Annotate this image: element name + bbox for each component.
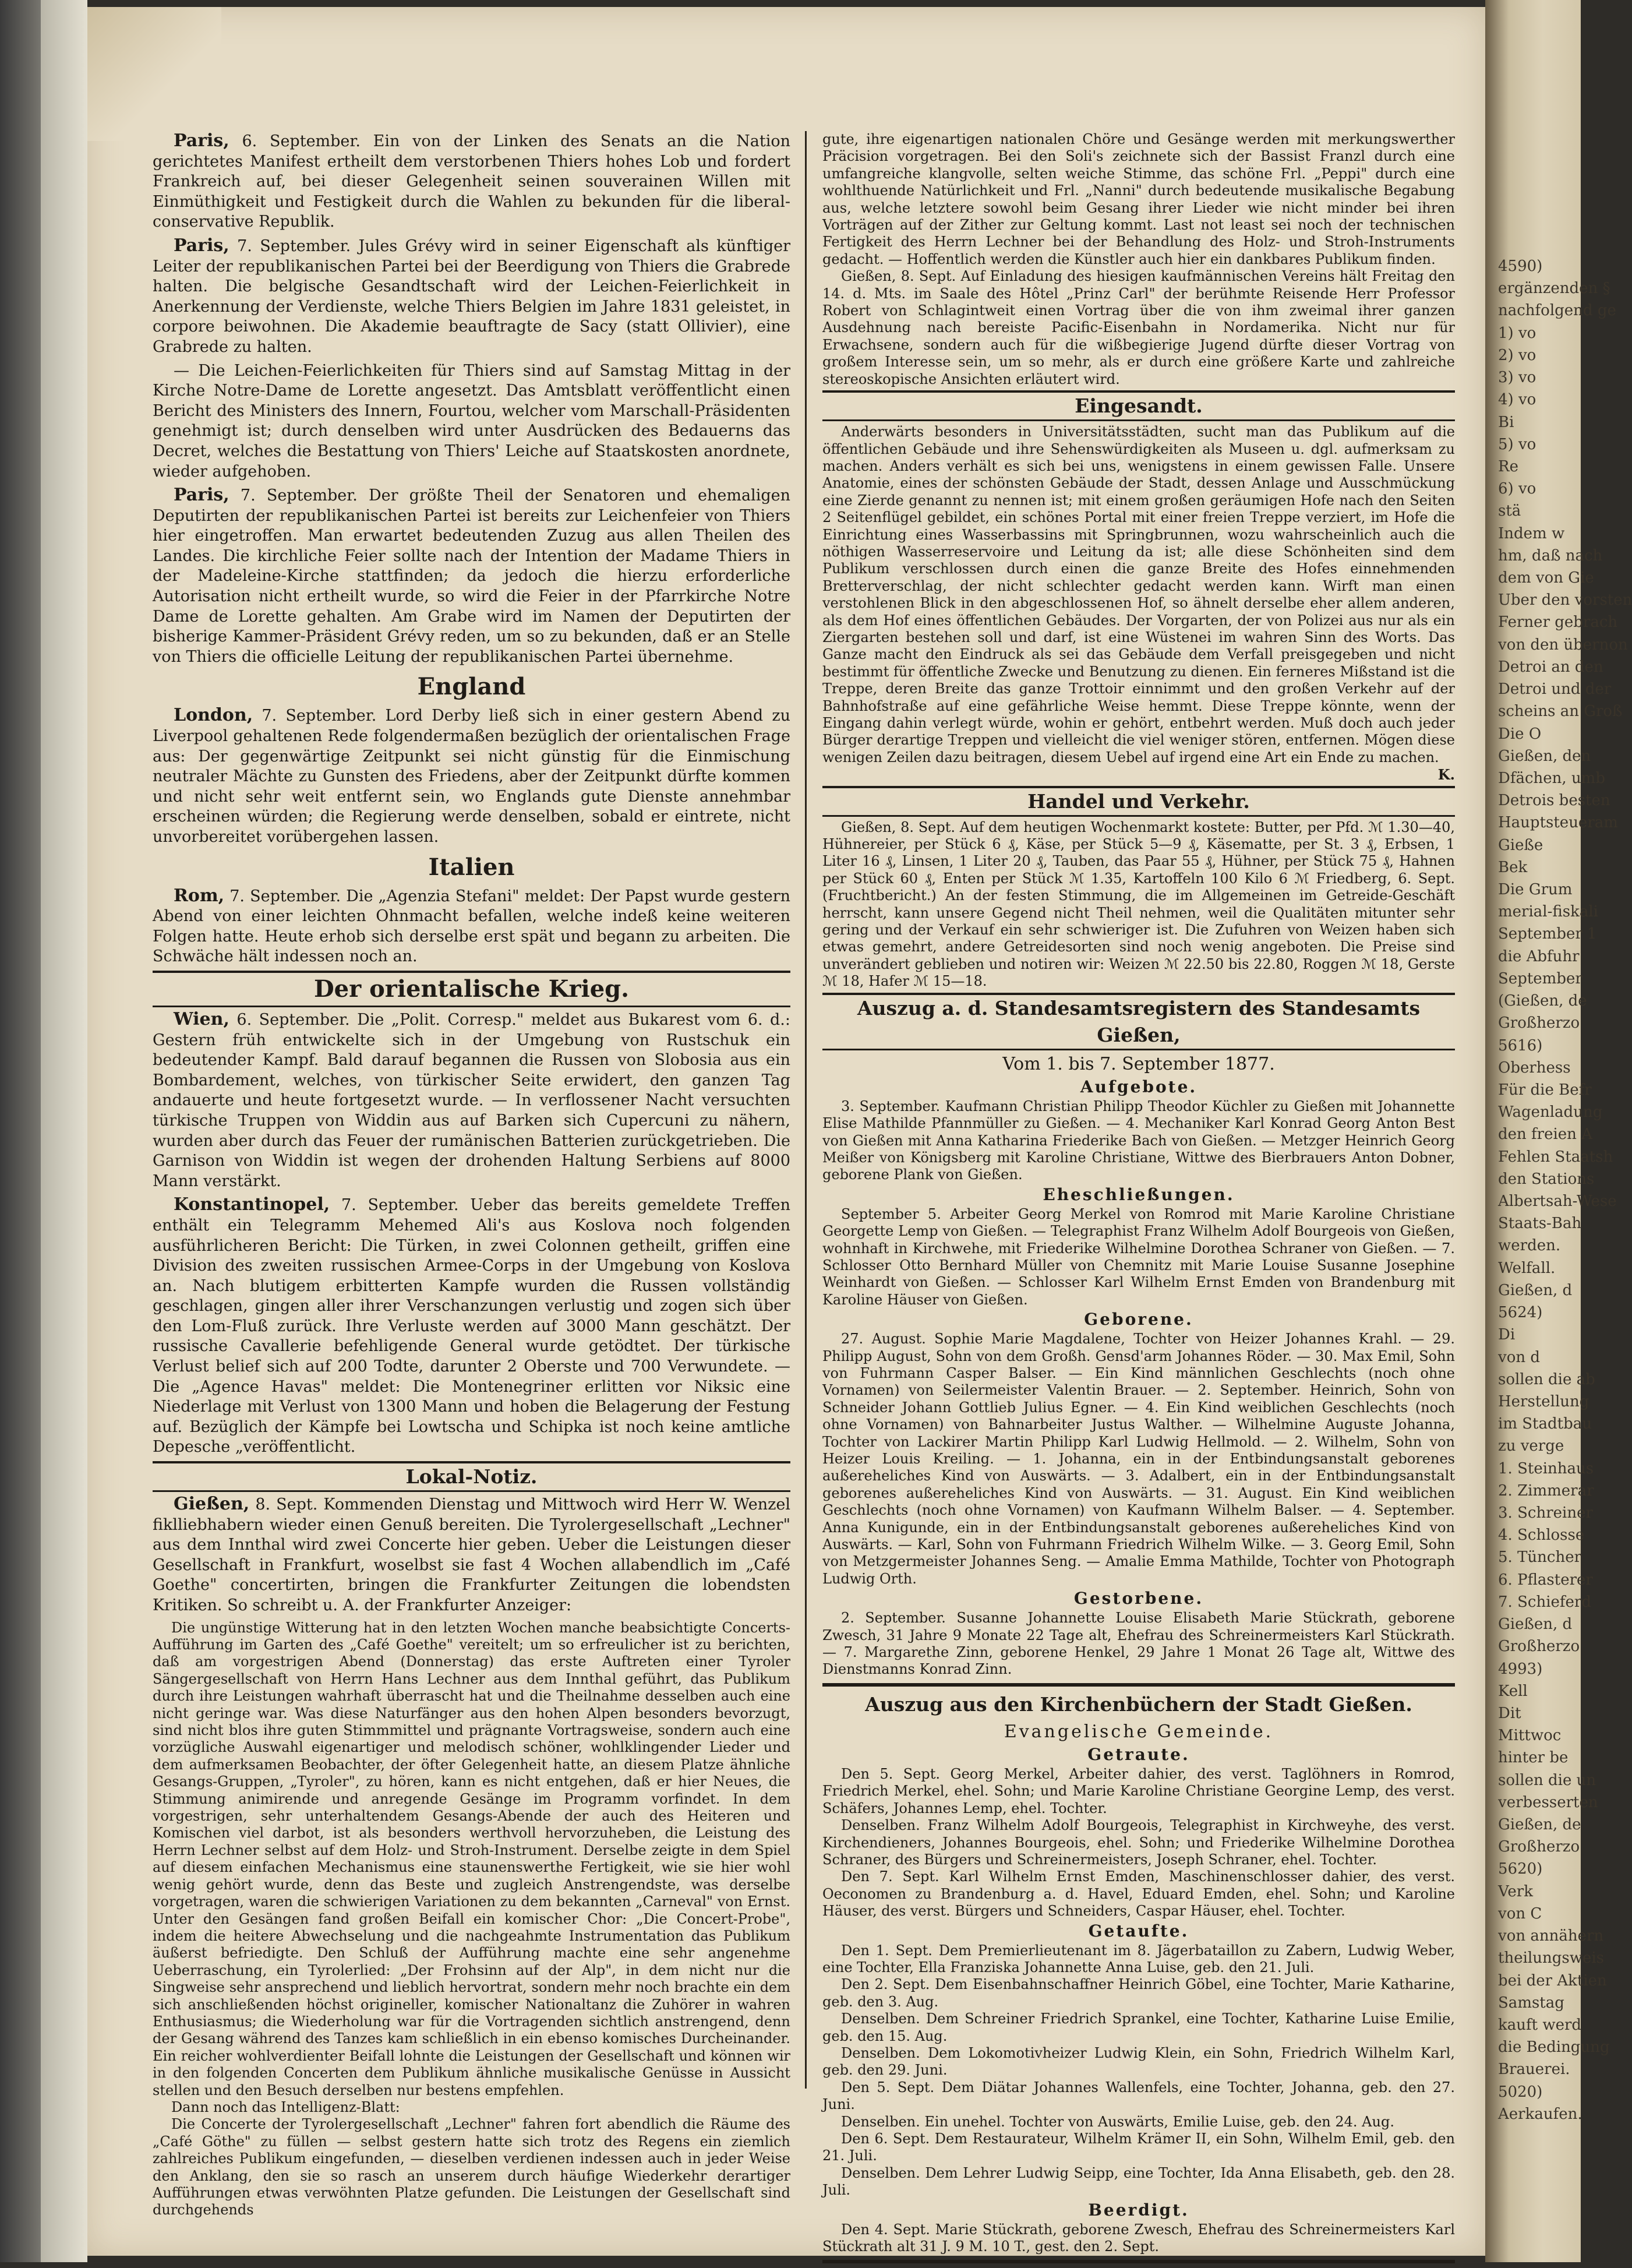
dateline: Gießen, (174, 1494, 250, 1515)
adjacent-page-text: Gießen, den (1498, 747, 1591, 765)
right-column (822, 131, 1455, 2268)
adjacent-page-text: hm, daß nach (1498, 546, 1603, 565)
adjacent-page-text: Die Grum (1498, 881, 1573, 898)
adjacent-page-text: theilungsweis (1498, 1949, 1604, 1967)
church-entry: Denselben. Ein unehel. Tochter von Auswärts, Emilie Luise, geb. den 24. Aug. (841, 2113, 1394, 2130)
adjacent-page-text: Gießen, de (1498, 1816, 1581, 1833)
adjacent-page-text: im Stadtbau (1498, 1415, 1592, 1433)
adjacent-page-text: Di (1498, 1326, 1516, 1344)
article-paris-3 (153, 361, 790, 482)
adjacent-page-text: Wagenladung (1498, 1103, 1603, 1121)
adjacent-page-text: Albertsah-Wese (1498, 1193, 1617, 1210)
paragraph: gute, ihre eigenartigen nationalen Chöre und Gesänge werden mit merkungswerther Präcision vorgetragen. Bei den Soli's zeichnete sich der Bassist Franzl durch eine umfangreiche klangvolle, selten weiche Stimme, das schöne Frl. „Peppi" durch eine wohlthuende Natürlichkeit und Frl. „Nanni" durch bedeutende musikalische Begabung aus, welche letztere sowohl beim Gesang ihrer Lieder wie nicht minder bei ihren Vorträgen auf der Zither zur Geltung kommt. Last not least sei noch der technischen Fertigkeit des Herrn Lechner bei der Behandlung des Holz- und Stroh-Instruments gedacht. — Hoffentlich werden die Künstler auch hier ein dankbares Publikum finden. (822, 131, 1455, 267)
adjacent-page-text: merial-fiskali (1498, 903, 1598, 921)
subsection-title: Gestorbene. (1073, 1589, 1204, 1609)
dateline: Konstantinopel, (174, 1194, 330, 1215)
adjacent-page-text: Kell (1498, 1682, 1528, 1700)
paragraph: Gießen, 8. Sept. Auf dem heutigen Wochenmarkt kostete: Butter, per Pfd. ℳ 1.30—40, Hühnereier, per Stück 6 ₰, Käse, per Stück 5—9 ₰, Käsematte, per St. 3 ₰, Erbsen, 1 Liter 16 ₰, Linsen, 1 Liter 20 ₰, Tauben, das Paar 55 ₰, Hühner, per Stück 75 ₰, Hahnen per Stück 60 ₰, Enten per Stück ℳ 1.35, Kartoffeln 100 Kilo 6 ℳ Friedberg, 6. Sept. (Fruchtbericht.) An der festen Stimmung, die im Allgemeinen im Getreide-Geschäft herrscht, kann unsere Gegend nicht Theil nehmen, weil die Qualitäten mitunter sehr gering und der Verkauf ein sehr schwieriger ist. Die Zufuhren von Weizen haben sich etwas gemehrt, andere Getreidesorten sind noch wenig angeboten. Die Preise sind unverändert geblieben und notiren wir: Weizen ℳ 22.50 bis 22.80, Roggen ℳ 18, Gerste ℳ 18, Hafer ℳ 15—18. (822, 819, 1455, 990)
article-paris-2 (153, 236, 790, 358)
dateline: Rom, (174, 885, 225, 906)
adjacent-page-text: dem von Gie (1498, 569, 1594, 587)
adjacent-page-fragment (1485, 0, 1632, 2262)
adjacent-page-text: Ferner gebrach (1498, 613, 1618, 632)
section-heading-england: England (417, 673, 526, 701)
church-entry: Denselben. Dem Lehrer Ludwig Seipp, eine Tochter, Ida Anna Elisabeth, geb. den 28. Juli. (822, 2164, 1455, 2199)
church-entry: Den 2. Sept. Dem Eisenbahnschaffner Heinrich Göbel, eine Tochter, Marie Katharine, geb. den 3. Aug. (822, 1976, 1455, 2010)
adjacent-page-text: den freien A (1498, 1126, 1592, 1144)
adjacent-page-text: 5020) (1498, 2083, 1543, 2101)
article-text: 7. September. Jules Grévy wird in seiner Eigenschaft als künftiger Leiter der republikanischen Partei bei der Beerdigung von Thiers die Grabrede halten. Die belgische Gesandtschaft wird der Leichen-Feierlichkeit in Anerkennung der Verdienste, welche Thiers Belgien im Jahre 1831 geleistet, in corpore beiwohnen. Die Akademie beauftragte de Sacy (statt Ollivier), eine Grabrede zu halten. (153, 237, 790, 356)
adjacent-page-text: 3) vo (1498, 369, 1536, 387)
adjacent-page-text: Großherzo (1498, 1838, 1580, 1856)
adjacent-page-text: Samstag (1498, 1994, 1564, 2012)
adjacent-page-text: zu verge (1498, 1437, 1564, 1455)
adjacent-page-text: Die O (1498, 725, 1542, 743)
adjacent-page-text: Gießen, d (1498, 1616, 1573, 1634)
adjacent-page-text: sollen die ab (1498, 1370, 1595, 1388)
church-entry: Den 6. Sept. Dem Restaurateur, Wilhelm Krämer II, ein Sohn, Wilhelm Emil, geb. den 21. Juli. (822, 2131, 1455, 2164)
adjacent-page-text: Detrois besten (1498, 792, 1610, 810)
adjacent-page-text: von den übernon (1498, 636, 1628, 654)
subsection-title: Getraute. (1087, 1744, 1190, 1764)
adjacent-page-text: werden. (1498, 1237, 1561, 1255)
adjacent-page-text: September 1 (1498, 925, 1597, 943)
subsection-title: Eheschließungen. (1043, 1184, 1235, 1204)
adjacent-page-text: Herstellung (1498, 1392, 1589, 1410)
adjacent-page-text: scheins an Groß (1498, 703, 1623, 721)
adjacent-page-text: 5624) (1498, 1304, 1543, 1322)
article-rom (153, 886, 790, 967)
adjacent-page-text: die Abfuhr (1498, 947, 1580, 965)
dateline: Paris, (174, 130, 229, 151)
adjacent-page-text: 4) vo (1498, 391, 1536, 409)
section-divider (822, 2260, 1455, 2263)
dateline: Paris, (174, 485, 229, 506)
adjacent-page-text: Uber den vorsten (1498, 591, 1632, 609)
register-entry: 3. September. Kaufmann Christian Philipp Theodor Küchler zu Gießen mit Johannette Elise Mathilde Pfannmüller zu Gießen. — 4. Mechaniker Karl Konrad Georg Anton Best von Gießen mit Anna Katharina Friederike Bach von Gießen. — Metzger Heinrich Georg Meißer von Königsberg mit Karoline Christiane, Wittwe des Bierbrauers Anton Dobner, geborene Plank von Gießen. (822, 1098, 1455, 1183)
adjacent-page-text: bei der Aktien (1498, 1971, 1607, 1990)
subsection-title: Getaufte. (1088, 1921, 1189, 1941)
register-entry: September 5. Arbeiter Georg Merkel von Romrod mit Marie Karoline Christiane Georgette Lemp von Gießen. — Telegraphist Franz Wilhelm Adolf Bourgeois von Gießen, wohnhaft in Kirchwehe, mit Friederike Wilhelmine Dorothea Schraner von Gießen. — 7. Schlosser Otto Bernhard Müller von Chemnitz mit Marie Louise Susanne Josephine Weinhardt von Gießen. — Schlosser Karl Wilhelm Ernst Emden von Brandenburg mit Karoline Häuser von Gießen. (822, 1205, 1455, 1308)
section-heading-kirchenbuecher: Auszug aus den Kirchenbüchern der Stadt Gießen. (865, 1692, 1412, 1716)
adjacent-page-text: Dit (1498, 1704, 1521, 1722)
page-fold-corner (87, 7, 221, 141)
church-entry: Den 5. Sept. Georg Merkel, Arbeiter dahier, des verst. Taglöhners in Romrod, Friedrich Merkel, ehel. Sohn; und Marie Karoline Christiane Georgine Lemp, des verst. Schäfers, Johannes Lemp, ehel. Tochter. (822, 1765, 1455, 1816)
dateline: Wien, (174, 1008, 229, 1029)
adjacent-page-text: Für die Befr (1498, 1081, 1592, 1099)
section-heading-handel: Handel und Verkehr. (822, 786, 1455, 817)
adjacent-page-text: Verk (1498, 1882, 1533, 1900)
kirchenbuecher-subheading: Evangelische Gemeinde. (1004, 1721, 1274, 1742)
church-entry: Den 5. Sept. Dem Diätar Johannes Wallenfels, eine Tochter, Johanna, geb. den 27. Juni. (822, 2079, 1455, 2113)
binding-left (0, 0, 87, 2262)
adjacent-page-text: Welfall. (1498, 1259, 1556, 1277)
adjacent-page-text: 5616) (1498, 1036, 1543, 1054)
adjacent-page-text: Gießen, d (1498, 1281, 1573, 1299)
church-entry: Den 4. Sept. Marie Stückrath, geborene Zwesch, Ehefrau des Schreinermeisters Karl Stückrath alt 31 J. 9 M. 10 T., gest. den 2. Sept. (822, 2221, 1455, 2255)
dateline: Paris, (174, 235, 229, 256)
adjacent-page-text: 3. Schreiner (1498, 1504, 1593, 1522)
left-column (153, 131, 790, 2219)
article-konstantinopel (153, 1195, 790, 1458)
section-heading-standesamt: Auszug a. d. Standesamtsregistern des Standesamts Gießen, (822, 993, 1455, 1050)
lokal-quoted-review (153, 1620, 790, 2219)
article-text: 6. September. Ein von der Linken des Senats an die Nation gerichtetes Manifest ertheilt dem verstorbenen Thiers hohes Lob und fordert Frankreich auf, bei dieser Gelegenheit seinen souverainen Willen mit Einmüthigkeit und Festigkeit durch die Wahlen zu bekunden für die liberal-conservative Republik. (153, 132, 790, 231)
adjacent-page-text: sollen die un (1498, 1771, 1596, 1789)
adjacent-page-text: 5. Tüncher (1498, 1549, 1582, 1567)
adjacent-page-text: Bek (1498, 858, 1528, 876)
binding-tape (41, 0, 87, 2262)
adjacent-page-text: Fehlen Staatsh (1498, 1148, 1613, 1166)
section-divider (822, 1683, 1455, 1687)
adjacent-page-text: Indem w (1498, 524, 1565, 542)
adjacent-page-text: Großherzo (1498, 1014, 1580, 1032)
church-entry: Denselben. Franz Wilhelm Adolf Bourgeois, Telegraphist in Kirchweyhe, des verst. Kirchendieners, Johannes Bourgeois, ehel. Sohn; und Friederike Wilhelmine Dorothea Schraner, des Bürgers und Schreinermeisters, Joseph Schraner, ehel. Tochter. (822, 1817, 1455, 1868)
article-text: 6. September. Die „Polit. Corresp." meldet aus Bukarest vom 6. d.: Gestern früh entwickelte sich in der Umgebung von Rustschuk ein bedeutender Kampf. Bald darauf begannen die Russen von Slobosia aus ein Bombardement, welches, von türkischer Seite erwidert, den ganzen Tag andauerte und heute fortgesetzt wurde. — In verflossener Nacht versuchten türkische Truppen von Widdin aus auf Barken sich Cupercuni zu nähern, wurden aber durch das Feuer der rumänischen Batterien zurückgetrieben. Die Garnison von Widdin ist wegen der drohenden Haltung Serbiens auf 8000 Mann verstärkt. (153, 1010, 790, 1190)
lokal-continued (822, 131, 1455, 388)
kirchenbuecher-sections (822, 1744, 1455, 2256)
subsection-title: Geborene. (1084, 1310, 1193, 1329)
adjacent-page-text: 4993) (1498, 1660, 1543, 1678)
paragraph: Dann noch das Intelligenz-Blatt: (171, 2098, 400, 2115)
section-heading-krieg: Der orientalische Krieg. (153, 971, 790, 1007)
adjacent-page-text: von d (1498, 1348, 1540, 1366)
article-paris-1 (153, 131, 790, 232)
standesamt-sections (822, 1076, 1455, 1678)
adjacent-page-text: Hauptsteueram (1498, 814, 1618, 832)
adjacent-page-text: stä (1498, 502, 1521, 520)
church-entry: Den 1. Sept. Dem Premierlieutenant im 8. Jägerbataillon zu Zabern, Ludwig Weber, eine Tochter, Ella Franziska Johannette Anna Luise, geb. den 21. Juli. (822, 1942, 1455, 1976)
handel-text (822, 819, 1455, 990)
adjacent-page-text: ergänzenden § (1498, 280, 1610, 298)
adjacent-page-text: 5) vo (1498, 435, 1536, 453)
adjacent-page-text: Aerkaufen. (1498, 2105, 1582, 2123)
section-heading-italien: Italien (428, 853, 515, 881)
adjacent-page-text: Detroi an den (1498, 658, 1603, 676)
adjacent-page-text: Dfächen, umb (1498, 769, 1605, 787)
article-wien (153, 1010, 790, 1191)
adjacent-page-text: 6) vo (1498, 480, 1536, 498)
subsection-title: Aufgebote. (1080, 1077, 1197, 1096)
church-entry: Den 7. Sept. Karl Wilhelm Ernst Emden, Maschinenschlosser dahier, des verst. Oeconomen zu Brandenburg a. d. Havel, Eduard Emden, ehel. Sohn; und Karoline Häuser, des verst. Bürgers und Schneiders, Caspar Häuser, ehel. Tochter. (822, 1868, 1455, 1920)
adjacent-page-text: 2. Zimmerar (1498, 1482, 1594, 1500)
adjacent-page-text: 4590) (1498, 258, 1543, 275)
subsection-title: Beerdigt. (1088, 2200, 1189, 2220)
register-entry: 27. August. Sophie Marie Magdalene, Tochter von Heizer Johannes Krahl. — 29. Philipp August, Sohn von dem Großh. Gensd'arm Johannes Röder. — 30. Max Emil, Sohn von Fuhrmann Casper Balser. — Ein Kind männlichen Geschlechts (noch ohne Vornamen) von Seilermeister Valentin Brauer. — 2. September. Heinrich, Sohn von Schneider Johann Gottlieb Julius Egner. — 4. Ein Kind weiblichen Geschlechts (noch ohne Vornamen) von Bahnarbeiter Justus Walther. — Wilhelmine Auguste Johanna, Tochter von Lackirer Martin Philipp Karl Ludwig Hellmold. — 2. Wilhelm, Sohn von Heizer Louis Kreiling. — 1. Johanna, ein in der Entbindungsanstalt geborenes außereheliches Kind von Auswärts. — 3. Adalbert, ein in der Entbindungsanstalt geborenes außereheliches Kind von Auswärts. — 31. August. Ein Kind weiblichen Geschlechts (noch ohne Vornamen) von Kaufmann Wilhelm Balser. — 4. September. Anna Kunigunde, ein in der Entbindungsanstalt geborenes außereheliches Kind von Auswärts. — Karl, Sohn von Fuhrmann Friedrich Wilhelm Wilke. — 3. Georg Emil, Sohn von Metzgermeister Johannes Seng. — Amalie Emma Mathilde, Tochter von Photograph Ludwig Orth. (822, 1331, 1455, 1587)
article-text: 7. September. Lord Derby ließ sich in einer gestern Abend zu Liverpool gehaltenen Rede folgendermaßen bezüglich der orientalischen Frage aus: Der gegenwärtige Zeitpunkt sei nicht günstig für die Einmischung neutraler Mächte zu Gunsten des Friedens, aber der Zeitpunkt dürfte kommen und nicht sehr weit entfernt sein, wo Englands gute Dienste annehmbar erscheinen würden; die Regierung werde denselben, sobald er eintrete, nicht unvorbereitet vorübergehen lassen. (153, 707, 790, 846)
dateline: London, (174, 705, 253, 726)
adjacent-page-text: hinter be (1498, 1749, 1569, 1767)
paragraph: Die Concerte der Tyrolergesellschaft „Lechner" fahren fort abendlich die Räume des „Café Göthe" zu füllen — selbst gestern hatte sich trotz des Regens ein ziemlich zahlreiches Publikum eingefunden, — dieselben verdienen indessen auch in jeder Weise den Anklang, den sie so rasch an unserem durch häufige Wiederkehr derartiger Aufführungen etwas verwöhnten Platze gefunden. Die Leistungen der Gesellschaft sind durchgehends (153, 2116, 790, 2218)
adjacent-page-text: Staats-Bah (1498, 1215, 1582, 1233)
adjacent-page-text: 6. Pflasterer (1498, 1571, 1593, 1589)
adjacent-page-text: Großherzo (1498, 1638, 1580, 1656)
adjacent-page-text: Gieße (1498, 836, 1543, 854)
adjacent-page-text: (Gießen, de (1498, 992, 1587, 1010)
adjacent-page-text: von annähern (1498, 1927, 1604, 1945)
adjacent-page-text: Brauerei. (1498, 2061, 1570, 2079)
paragraph: Die ungünstige Witterung hat in den letzten Wochen manche beabsichtigte Concerts-Aufführung im Garten des „Café Goethe" vereitelt; um so erfreulicher ist zu berichten, daß am vorgestrigen Abend (Donnerstag) das erste Auftreten einer Tyroler Sängergesellschaft von Herrn Hans Lechner aus dem Innthal geführt, das Publikum durch ihre Leistungen wahrhaft überrascht hat und die Theilnahme desselben auch eine nicht geringe war. Was diese Naturfänger aus den hohen Alpen besonders bevorzugt, sind nicht blos ihre guten Stimmmittel und prägnante Vortragsweise, sondern auch eine vorzügliche Auswahl eigenartiger und melodisch schöner, wohlklingender Lieder und dem aufmerksamen Beobachter, der öfter Gelegenheit hatte, an diesem Platze ähnliche Gesangs-Gruppen, „Tyroler", zu hören, kann es nicht entgehen, daß er hier Neues, die Stimmung animirende und anregende Gesänge im Programm vorfindet. In dem vorgestrigen, sehr unterhaltendem Gesangs-Abende der auch des Heiteren und Komischen viel darbot, ist als besonders werthvoll hervorzuheben, die Leistung des Herrn Lechner selbst auf dem Holz- und Stroh-Instrument. Derselbe zeigte in dem Spiel auf diesem einfachen Mechanismus eine staunenswerthe Fertigkeit, wie sie hier wohl wenig gehört wurde, denn das Beste und zugleich Anstrengendste, was derselbe vorgetragen, waren die schwierigen Variationen zu dem bekannten „Carneval" von Ernst. Unter den Gesängen fand großen Beifall ein komischer Chor: „Die Concert-Probe", indem die heitere Abwechselung und die nachgeahmte Instrumentation das Publikum äußerst befriedigte. Den Schluß der Aufführung machte eine sehr angenehme Ueberraschung, ein Tyrolerlied: „Der Frohsinn auf der Alp", in dem nicht nur die Singweise sehr ansprechend und lieblich hervortrat, sondern mehr noch brachte ein dem sich anschließenden höchst origineller, komischer Nationaltanz die Zuhörer in wahren Enthusiasmus; die Wiederholung war für die Vortragenden sichtlich anstrengend, denn der Gesang während des Tanzes kam schließlich in ein ebenso komisches Durcheinander. Ein reicher wohlverdienter Beifall lohnte die Leistungen der Gesellschaft und können wir in den folgenden Concerten dem Publikum ähnliche musikalische Genüsse in Aussicht stellen und den Besuch derselben nur bestens empfehlen. (153, 1619, 790, 2098)
article-lokal-intro (153, 1494, 790, 1616)
church-entry: Denselben. Dem Schreiner Friedrich Sprankel, eine Tochter, Katharine Luise Emilie, geb. den 15. Aug. (822, 2010, 1455, 2044)
register-entry: 2. September. Susanne Johannette Louise Elisabeth Marie Stückrath, geborene Zwesch, 31 Jahre 9 Monate 22 Tage alt, Ehefrau des Schreinermeisters Karl Stückrath. — 7. Margarethe Zinn, geborene Henkel, 29 Jahre 1 Monat 26 Tage alt, Wittwe des Dienstmanns Konrad Zinn. (822, 1610, 1455, 1678)
adjacent-page-text: Detroi und der (1498, 680, 1612, 699)
adjacent-page-text: Bi (1498, 413, 1514, 431)
section-heading-eingesandt: Eingesandt. (822, 390, 1455, 421)
article-paris-4 (153, 485, 790, 667)
adjacent-page-text: den Stations (1498, 1170, 1595, 1188)
article-text: 7. September. Die „Agenzia Stefani" meldet: Der Papst wurde gestern Abend von einer leichten Ohnmacht befallen, welche indeß keine weiteren Folgen hatte. Heute erhob sich derselbe erst spät und begann zu arbeiten. Die Schwäche hält indessen noch an. (153, 887, 790, 966)
adjacent-page-text: 2) vo (1498, 346, 1536, 364)
adjacent-page-text: 1) vo (1498, 324, 1536, 342)
eingesandt-text (822, 424, 1455, 784)
adjacent-page-text: 4. Schlosse (1498, 1526, 1585, 1544)
standesamt-period: Vom 1. bis 7. September 1877. (1002, 1053, 1275, 1074)
adjacent-page-text: 7. Schieferd (1498, 1593, 1591, 1611)
adjacent-page-text: Mittwoc (1498, 1727, 1562, 1745)
adjacent-page-text: nachfolgend ge (1498, 302, 1616, 320)
adjacent-page-text: verbesserten (1498, 1793, 1598, 1811)
section-heading-lokal: Lokal-Notiz. (153, 1461, 790, 1492)
article-text: 7. September. Ueber das bereits gemeldete Treffen enthält ein Telegramm Mehemed Ali's aus Koslova noch folgenden ausführlicheren Bericht: Die Türken, in zwei Colonnen getheilt, griffen eine Division des zweiten russischen Armee-Corps in der Umgebung von Koslova an. Nach blutigem erbitterten Kampfe wurden die Russen vollständig geschlagen, gingen aller ihrer Verschanzungen verlustig und zogen sich über den Lom-Fluß zurück. Ihre Verluste werden auf 3000 Mann geschätzt. Der russische Cavallerie befehligende General wurde getödtet. Der türkische Verlust belief sich auf 200 Todte, darunter 2 Oberste und 700 Verwundete. — Die „Agence Havas" meldet: Die Montenegriner erlitten vor Niksic eine Niederlage mit Verlust von 1300 Mann und hoben die Belagerung der Festung auf. Bezüglich der Kämpfe bei Lowtscha und Schipka ist noch keine amtliche Depesche „veröffentlicht. (153, 1196, 790, 1456)
paragraph: Anderwärts besonders in Universitätsstädten, sucht man das Publikum auf die öffentlichen Gebäude und ihre Sehenswürdigkeiten als Museen u. dgl. aufmerksam zu machen. Anders verhält es sich bei uns, wenigstens in einem gewissen Falle. Unsere Anatomie, eines der schönsten Gebäude der Stadt, dessen Anlage und Ausschmückung eine Zierde genannt zu nennen ist; mit einem großen geräumigen Hofe nach den Seiten 2 Seitenflügel gebildet, ein schönes Portal mit einer freien Treppe verziert, im Hofe die Einrichtung eines Wasserbassins mit Springbrunnen, wozu wahrscheinlich auch die nöthigen Wasserreservoire und Leitung da ist; alle diese Schönheiten sind dem Publikum verschlossen durch einen die ganze Breite des Hofes einnehmenden Bretterverschlag, der nicht schlechter gedacht werden kann. Wirft man einen verstohlenen Blick in den abgeschlossenen Hof, so ähnelt derselbe eher allem anderen, als dem Hof eines öffentlichen Gebäudes. Der Vorgarten, der von Polizei aus nur als ein Ziergarten bestehen soll und darf, ist eine Wüstenei im wahren Sinn des Worts. Das Ganze macht den Eindruck als sei das Gebäude dem Verfall preisgegeben und nicht bestimmt für öffentliche Zwecke und Benutzung zu dienen. Ein ferneres Mißstand ist die Treppe, deren Breite das ganze Trottoir einnimmt und den großen Verkehr auf der Bahnhofstraße auf eine gefährliche Weise hemmt. Diese Treppe könnte, wenn der Eingang dahin verlegt würde, wohin er gehört, entbehrt werden. Muß doch auch jeder Bürger derartige Treppen und vielleicht die viel weniger stören, entfernen. Mögen diese wenigen Zeilen dazu beitragen, diesem Uebel auf irgend eine Art ein Ende zu machen. (822, 424, 1455, 766)
article-text: 8. Sept. Kommenden Dienstag und Mittwoch wird Herr W. Wenzel fiklliebhabern wieder einen Genuß bereiten. Die Tyrolergesellschaft „Lechner" aus dem Innthal wird zwei Concerte hier geben. Ueber die Leistungen dieser Gesellschaft in Frankfurt, woselbst sie fast 4 Wochen allabendlich im „Café Goethe" concertirten, bringen die Frankfurter Zeitungen die lobendsten Kritiken. So schreibt u. A. der Frankfurter Anzeiger: (153, 1495, 790, 1614)
church-entry: Denselben. Dem Lokomotivheizer Ludwig Klein, ein Sohn, Friedrich Wilhelm Karl, geb. den 29. Juni. (822, 2044, 1455, 2079)
article-text: — Die Leichen-Feierlichkeiten für Thiers sind auf Samstag Mittag in der Kirche Notre-Dame de Lorette angesetzt. Das Amtsblatt veröffentlicht einen Bericht des Ministers des Innern, Fourtou, welcher vom Marschall-Präsidenten genehmigt ist; durch denselben wird unter Ausdrücken des Bedauerns das Decret, welches die Bestattung von Thiers' Leiche auf Staatskosten anordnete, wieder aufgehoben. (153, 361, 790, 481)
adjacent-page-text: die Bedingung (1498, 2038, 1610, 2057)
adjacent-page-text: Oberhess (1498, 1059, 1571, 1077)
article-text: 7. September. Der größte Theil der Senatoren und ehemaligen Deputirten der republikanischen Partei ist bereits zur Leichenfeier von Thiers hier eingetroffen. Man erwartet bedeutenden Zuzug aus allen Theilen des Landes. Die kirchliche Feier sollte nach der Intention der Madame Thiers in der Madeleine-Kirche stattfinden; da jedoch die hierzu erforderliche Autorisation nicht ertheilt wurde, so wird die Feier in der Pfarrkirche Notre Dame de Lorette gehalten. Am Grabe wird im Namen der Deputirten der bisherige Kammer-Präsident Grévy reden, um so zu bekunden, daß er an Stelle von Thiers die officielle Leitung der republikanischen Partei übernehme. (153, 486, 790, 666)
column-rule (805, 131, 807, 2089)
adjacent-page-text: Re (1498, 457, 1518, 475)
adjacent-page-text: kauft werd (1498, 2016, 1582, 2034)
adjacent-page-text: 5620) (1498, 1860, 1543, 1878)
paragraph: Gießen, 8. Sept. Auf Einladung des hiesigen kaufmännischen Vereins hält Freitag den 14. d. Mts. im Saale des Hôtel „Prinz Carl" der berühmte Reisende Herr Professor Robert von Schlagintweit einen Vortrag über die von ihm zweimal ihrer ganzen Ausdehnung nach bereiste Pacific-Eisenbahn in Nordamerika. Nicht nur für Erwachsene, sondern auch für die wißbegierige Jugend dürfte dieser Vortrag von großem Interesse sein, um so mehr, als er durch eine größere Karte und zahlreiche stereoskopische Ansichten erläutert wird. (822, 268, 1455, 387)
article-london (153, 706, 790, 847)
adjacent-page-text: 1. Steinhaus (1498, 1459, 1594, 1477)
adjacent-page-text: September (1498, 969, 1582, 987)
signature: K. (1437, 766, 1455, 784)
adjacent-page-text: von C (1498, 1904, 1542, 1923)
